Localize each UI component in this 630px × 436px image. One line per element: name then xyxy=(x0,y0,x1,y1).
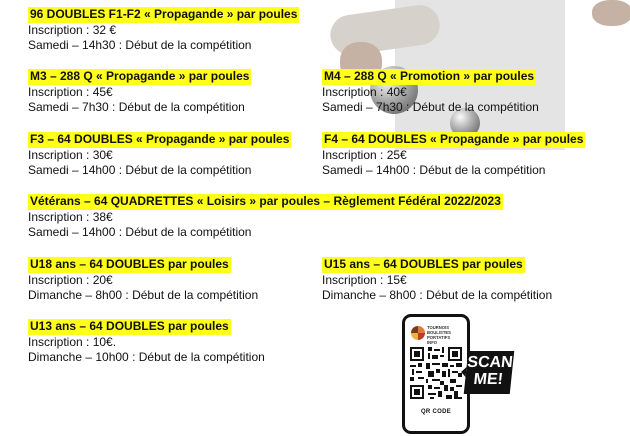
competition-title: 96 DOUBLES F1-F2 « Propagande » par poules xyxy=(30,7,298,21)
competition-fee: Inscription : 30€ xyxy=(28,147,113,162)
competition-title: Vétérans – 64 QUADRETTES « Loisirs » par poules – Règlement Fédéral 2022/2023 xyxy=(30,194,501,208)
competition-fee: Inscription : 25€ xyxy=(322,147,407,162)
competition-u13 xyxy=(28,319,265,366)
competition-fee: Inscription : 45€ xyxy=(28,84,113,99)
competition-start: Samedi – 14h00 : Début de la compétition xyxy=(322,163,546,177)
competition-f3 xyxy=(28,132,291,179)
organizer-logo-icon xyxy=(411,326,425,340)
competition-veterans xyxy=(28,194,503,241)
competition-start: Dimanche – 8h00 : Début de la compétition xyxy=(28,288,259,302)
competition-title: U13 ans – 64 DOUBLES par poules xyxy=(30,319,229,333)
competition-start: Samedi – 7h30 : Début de la compétition xyxy=(322,100,539,114)
competition-m4 xyxy=(322,69,539,116)
competition-title: F4 – 64 DOUBLES « Propagande » par poules xyxy=(324,132,584,146)
competition-start: Dimanche – 8h00 : Début de la compétition xyxy=(322,288,553,302)
competition-fee: Inscription : 15€ xyxy=(322,272,407,287)
competition-fee: Inscription : 40€ xyxy=(322,84,407,99)
organizer-logo-text: TOURNOIS BOULISTES PORTATIFS INFO xyxy=(427,325,451,345)
competition-title: F3 – 64 DOUBLES « Propagande » par poules xyxy=(30,132,290,146)
qr-code-graphic xyxy=(402,314,517,432)
scan-me-badge xyxy=(464,351,515,394)
competition-fee: Inscription : 20€ xyxy=(28,272,113,287)
competition-u18 xyxy=(28,257,258,304)
qr-code-icon[interactable] xyxy=(410,347,462,399)
me-text: ME! xyxy=(472,371,504,388)
competition-title: U18 ans – 64 DOUBLES par poules xyxy=(30,257,229,271)
competition-title: U15 ans – 64 DOUBLES par poules xyxy=(324,257,523,271)
scan-text: SCAN xyxy=(466,354,514,371)
competition-start: Samedi – 14h00 : Début de la compétition xyxy=(28,225,252,239)
player-other-hand xyxy=(592,0,630,26)
competition-title: M3 – 288 Q « Propagande » par poules xyxy=(30,69,250,83)
competition-m3 xyxy=(28,69,251,116)
competition-fee: Inscription : 38€ xyxy=(28,209,113,224)
competition-fee: Inscription : 10€. xyxy=(28,334,117,349)
competition-start: Samedi – 14h30 : Début de la compétition xyxy=(28,38,252,52)
competition-start: Samedi – 14h00 : Début de la compétition xyxy=(28,163,252,177)
competition-fee: Inscription : 32 € xyxy=(28,22,117,37)
competition-f4 xyxy=(322,132,585,179)
qr-code-label: QR CODE xyxy=(420,409,452,415)
competition-f1-f2 xyxy=(28,7,299,54)
competition-u15 xyxy=(322,257,552,304)
competition-start: Samedi – 7h30 : Début de la compétition xyxy=(28,100,245,114)
competition-title: M4 – 288 Q « Promotion » par poules xyxy=(324,69,535,83)
competition-start: Dimanche – 10h00 : Début de la compétition xyxy=(28,350,265,364)
